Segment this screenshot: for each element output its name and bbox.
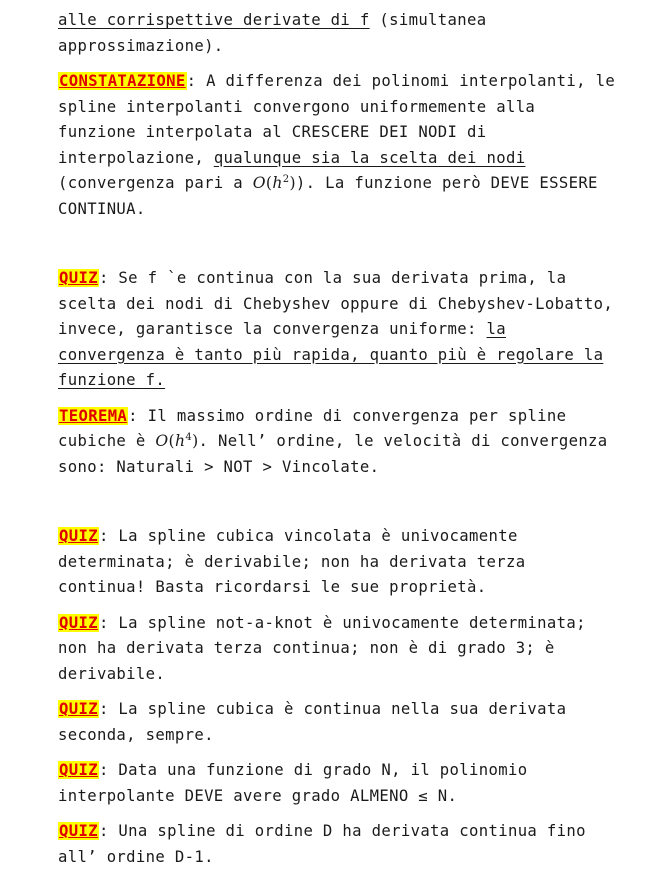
quiz-text: : La spline not-a-knot è univocamente determinata; non ha derivata terza continua; non è di grado 3; è derivabile. [58,613,586,683]
underlined-phrase: alle corrispettive derivate di f [58,11,370,29]
teorema-paragraph [58,404,618,481]
underlined-phrase: la convergenza è tanto più rapida, quanto più è regolare la funzione f. [58,320,604,389]
teorema-label: TEOREMA [59,406,128,425]
quiz-label: QUIZ [59,761,98,779]
constatazione-paragraph [58,69,618,222]
constatazione-text: (convergenza pari a [58,174,253,192]
quiz-paragraph [58,758,618,809]
quiz-paragraph [58,697,618,748]
teorema-text: : Il massimo ordine di convergenza per spline cubiche è [58,406,567,450]
quiz-paragraph [58,524,618,601]
quiz-text: : La spline cubica è continua nella sua derivata seconda, sempre. [58,700,567,744]
quiz-paragraph [58,819,618,870]
constatazione-text: : A differenza dei polinomi interpolanti, le spline interpolanti convergono uniformemente alla funzione interpolata al CRESCERE DEI NODI di interpolazione, [58,72,616,167]
quiz-paragraph [58,611,618,688]
quiz-label: QUIZ [59,269,98,287]
quiz-label: QUIZ [59,700,98,718]
quiz-text: : Data una funzione di grado N, il polinomio interpolante DEVE avere grado ALMENO ≤ N. [58,761,528,805]
constatazione-text: ). La funzione però DEVE ESSERE CONTINUA. [58,174,598,218]
intro-paragraph [58,8,618,59]
math-formula: $O(h^4)$ [155,431,199,450]
quiz-text: : Se f `e continua con la sua derivata prima, la scelta dei nodi di Chebyshev oppure di Chebyshev-Lobatto, invece, garantisce la convergenza uniforme: [58,269,614,338]
teorema-text: . Nell’ ordine, le velocità di convergenza sono: Naturali > NOT > Vincolate. [58,432,608,476]
document-page [58,8,618,870]
intro-text: (simultanea approssimazione). [58,11,487,55]
quiz-label: QUIZ [59,527,98,545]
quiz-paragraph [58,266,618,394]
constatazione-label: CONSTATAZIONE [59,72,186,90]
quiz-text: : La spline cubica vincolata è univocamente determinata; è derivabile; non ha derivata terza continua! Basta ricordarsi le sue proprietà. [58,527,526,596]
quiz-label: QUIZ [59,613,98,632]
underlined-phrase: qualunque sia la scelta dei nodi [213,148,526,167]
quiz-text: : Una spline di ordine D ha derivata continua fino all’ ordine D-1. [58,822,586,866]
quiz-label: QUIZ [59,822,98,840]
math-formula: $O(h^2)$ [252,173,296,192]
